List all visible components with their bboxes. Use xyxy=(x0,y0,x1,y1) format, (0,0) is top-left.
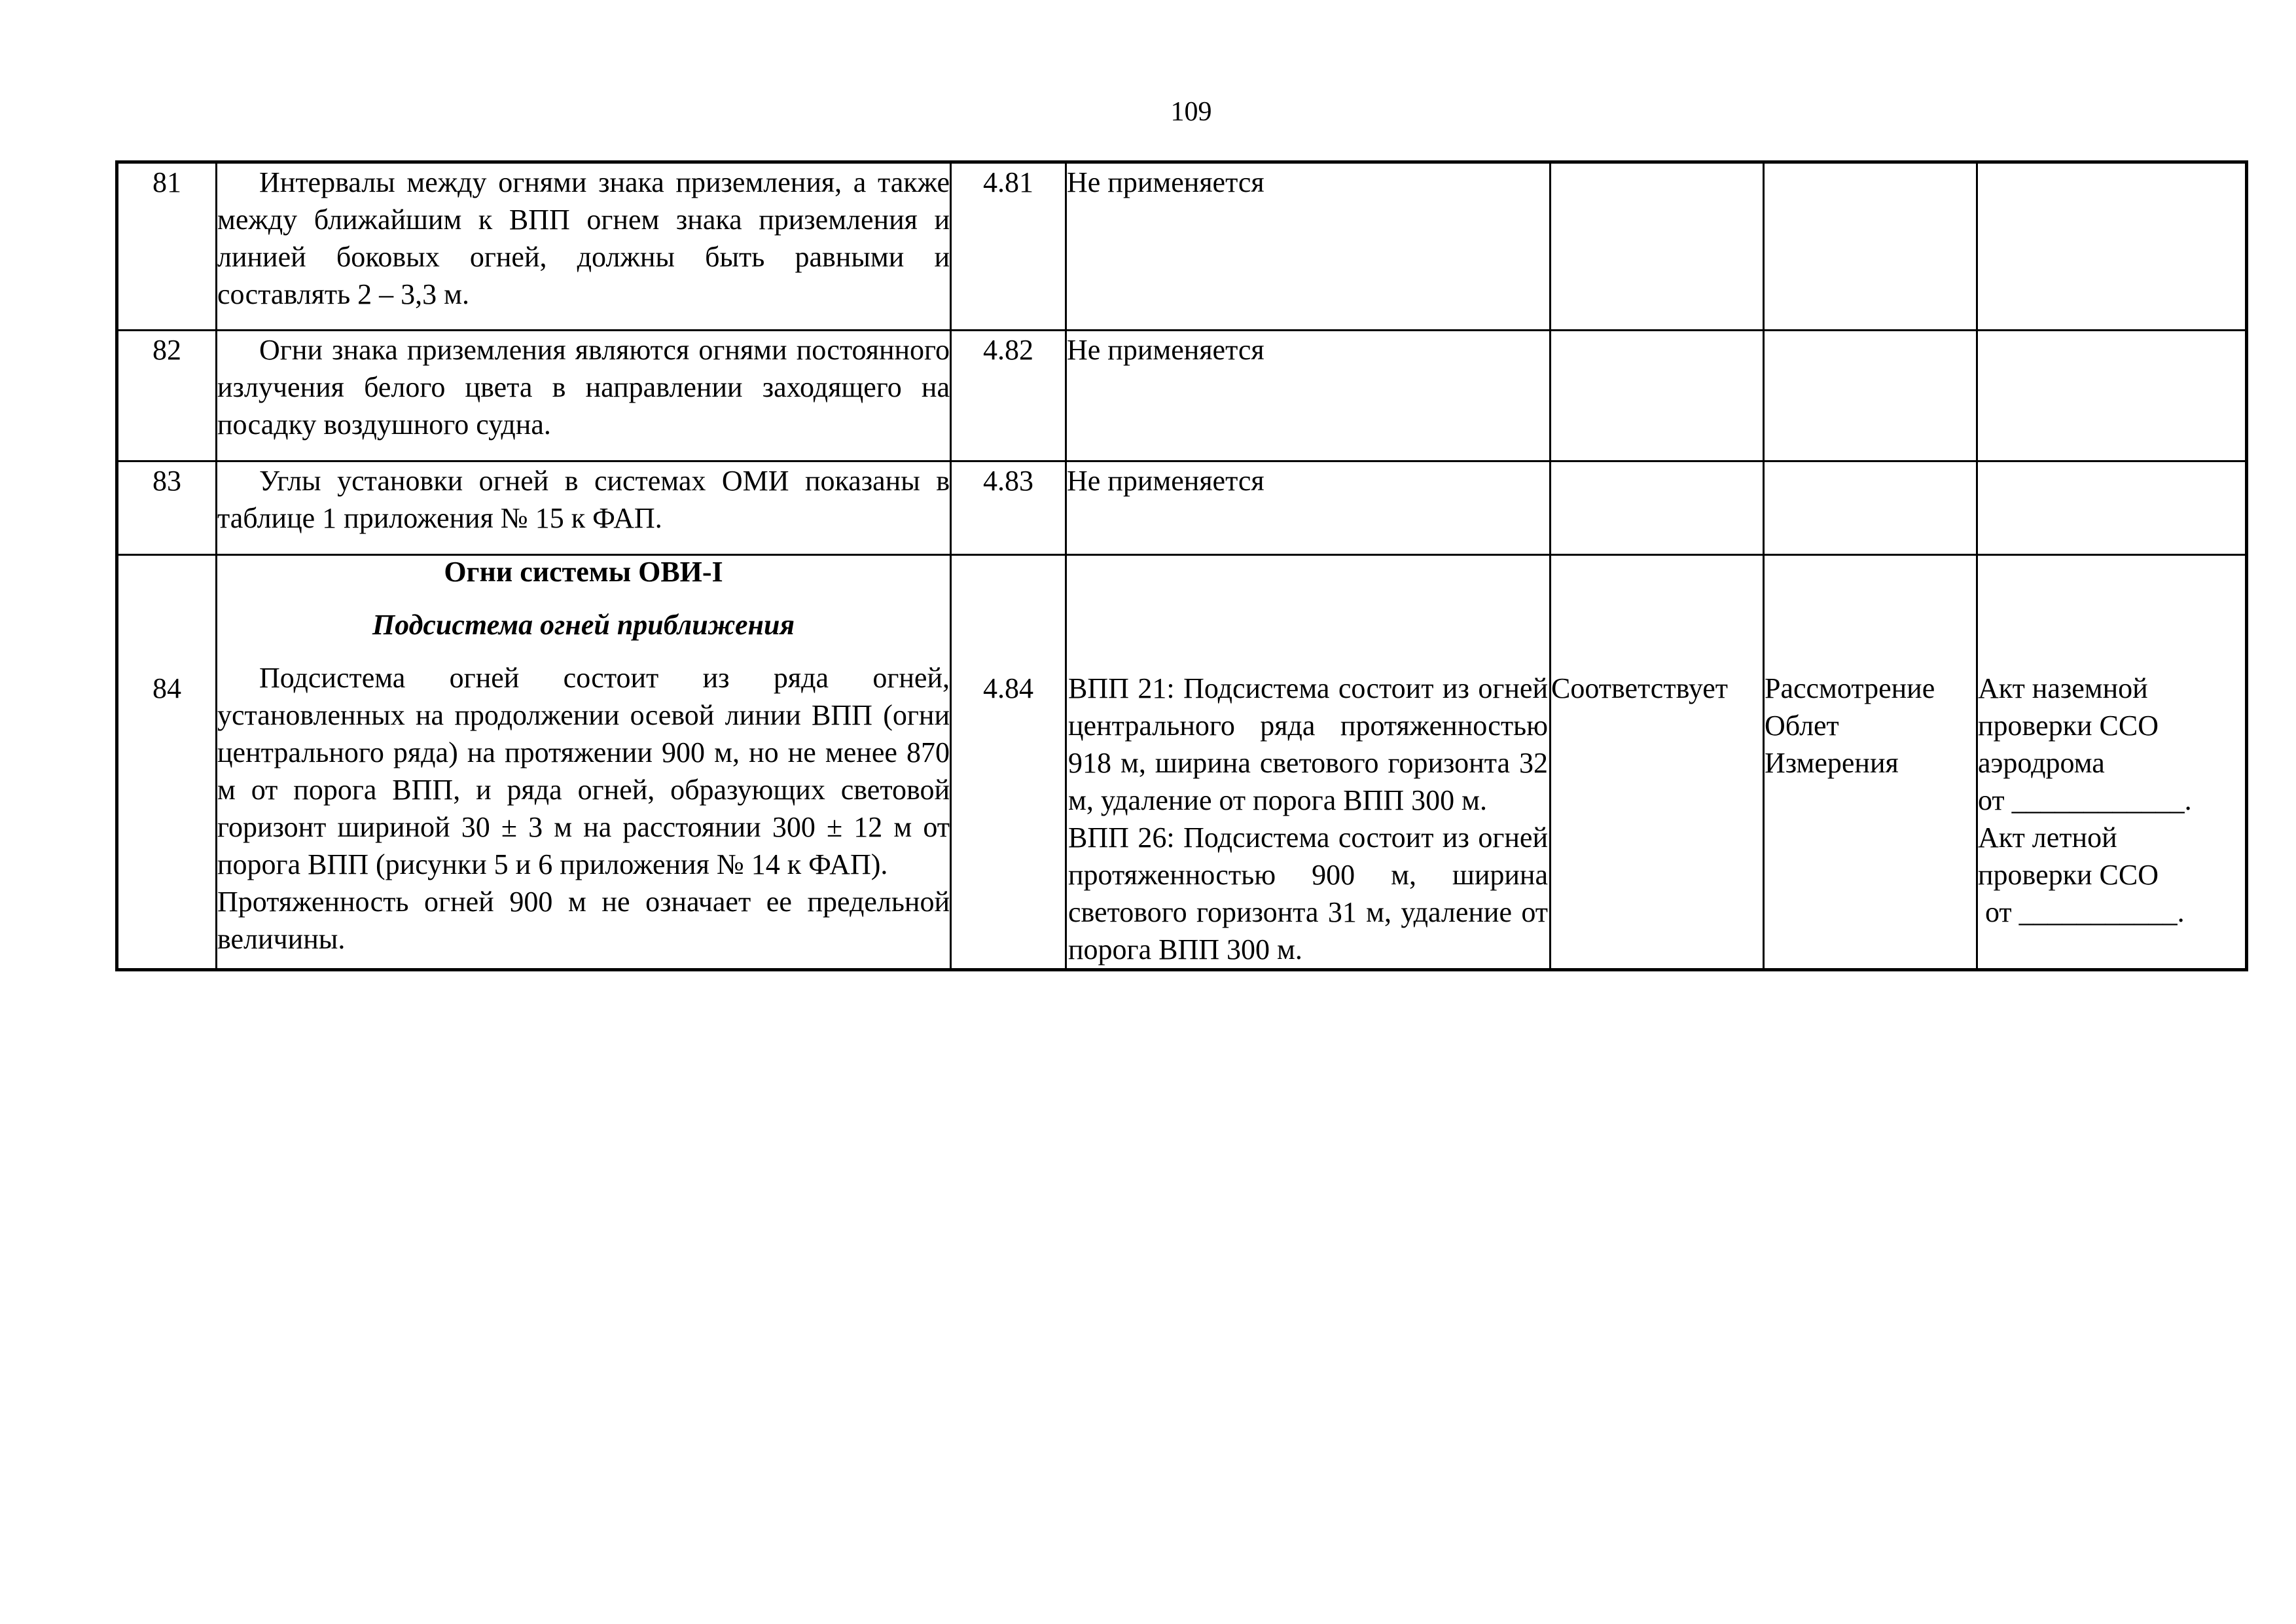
document-line: проверки ССО xyxy=(1978,710,2159,742)
reference-clause: 4.84 xyxy=(983,672,1033,704)
requirement-text: Углы установки огней в системах ОМИ показаны в таблице 1 приложения № 15 к ФАП. xyxy=(217,465,950,534)
requirement-text: Огни знака приземления являются огнями постоянного излучения белого цвета в направлении заходящего на посадку воздушного судна. xyxy=(217,334,950,441)
reference-clause-cell xyxy=(951,555,1066,970)
document-line: проверки ССО xyxy=(1978,859,2159,891)
evaluation-cell xyxy=(1551,331,1764,461)
method-line: Измерения xyxy=(1765,747,1899,779)
actual-state: Не применяется xyxy=(1066,331,1551,461)
evaluation-cell xyxy=(1551,162,1764,331)
actual-state-runway-21: ВПП 21: Подсистема состоит из огней центрального ряда протяженностью 918 м, ширина светового горизонта 32 м, удаление от порога ВПП 300 м. xyxy=(1068,672,1548,816)
document-cell xyxy=(1977,461,2247,555)
document-line: Акт наземной xyxy=(1978,672,2148,704)
method-cell xyxy=(1764,331,1977,461)
actual-state-cell xyxy=(1066,555,1551,970)
actual-state: Не применяется xyxy=(1066,461,1551,555)
method-cell xyxy=(1764,162,1977,331)
evaluation-result: Соответствует xyxy=(1551,672,1729,704)
table-row xyxy=(117,162,2247,331)
requirement-note: Протяженность огней 900 м не означает ее предельной величины. xyxy=(217,886,950,955)
method-cell xyxy=(1764,461,1977,555)
actual-state-runway-26: ВПП 26: Подсистема состоит из огней протяженностью 900 м, ширина светового горизонта 31 м, удаление от порога ВПП 300 м. xyxy=(1068,821,1548,965)
document-line: от ____________. xyxy=(1978,784,2192,816)
table-row xyxy=(117,331,2247,461)
actual-state: Не применяется xyxy=(1066,162,1551,331)
requirement-text: Подсистема огней состоит из ряда огней, установленных на продолжении осевой линии ВПП (огни центрального ряда) на протяжении 900 м, но не менее 870 м от порога ВПП, и ряда огней, образующих световой горизонт шириной 30 ± 3 м на расстоянии 300 ± 12 м от порога ВПП (рисунки 5 и 6 приложения № 14 к ФАП). xyxy=(217,662,950,880)
row-number-cell xyxy=(117,555,217,970)
row-number: 83 xyxy=(117,461,217,555)
requirement-text: Интервалы между огнями знака приземления, а также между ближайшим к ВПП огнем знака приземления и линией боковых огней, должны быть равными и составлять 2 – 3,3 м. xyxy=(217,166,950,310)
reference-clause: 4.81 xyxy=(951,162,1066,331)
requirement-cell xyxy=(217,162,951,331)
row-number: 82 xyxy=(117,331,217,461)
method-line: Рассмотрение xyxy=(1765,672,1935,704)
document-cell xyxy=(1977,555,2247,970)
document-cell xyxy=(1977,162,2247,331)
requirement-cell xyxy=(217,555,951,970)
document-line: Акт летной xyxy=(1978,821,2117,854)
table-row xyxy=(117,555,2247,970)
document-line: аэродрома xyxy=(1978,747,2105,779)
evaluation-cell xyxy=(1551,555,1764,970)
section-title: Огни системы ОВИ-I xyxy=(444,556,723,588)
table-row xyxy=(117,461,2247,555)
reference-clause: 4.82 xyxy=(951,331,1066,461)
document-line: от ___________. xyxy=(1978,896,2185,928)
row-number: 81 xyxy=(117,162,217,331)
page-number: 109 xyxy=(1170,97,1212,127)
subsection-title: Подсистема огней приближения xyxy=(372,609,795,641)
requirement-cell xyxy=(217,331,951,461)
method-line: Облет xyxy=(1765,710,1839,742)
row-number: 84 xyxy=(152,672,181,704)
requirements-table xyxy=(115,160,2248,971)
reference-clause: 4.83 xyxy=(951,461,1066,555)
document-cell xyxy=(1977,331,2247,461)
requirement-cell xyxy=(217,461,951,555)
evaluation-cell xyxy=(1551,461,1764,555)
method-cell xyxy=(1764,555,1977,970)
